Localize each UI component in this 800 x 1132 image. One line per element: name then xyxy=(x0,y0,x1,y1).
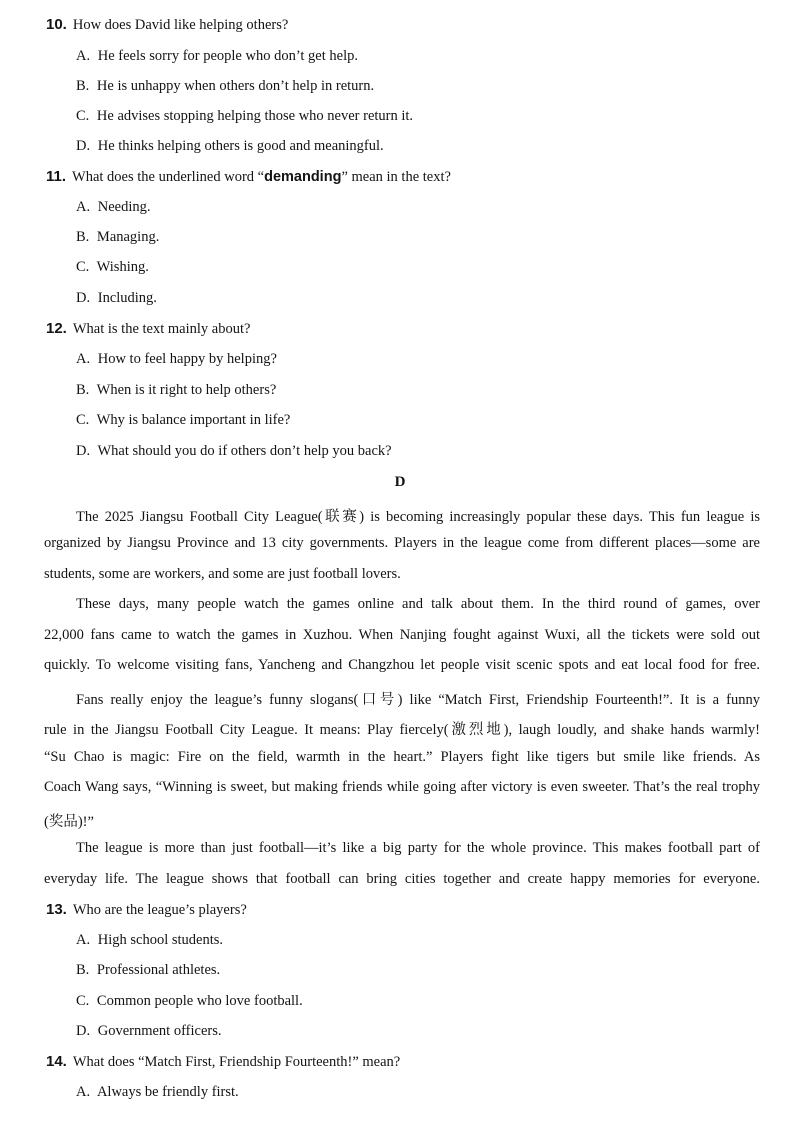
option-13-d: D. Government officers. xyxy=(76,1023,222,1039)
passage-line: These days, many people watch the games online and talk about them. In the third round of games, over xyxy=(76,596,760,612)
question-13 xyxy=(46,901,247,919)
passage-line: quickly. To welcome visiting fans, Yancheng and Changzhou let people visit scenic spots and eat local food for free. xyxy=(44,657,760,673)
passage-line: 22,000 fans came to watch the games in Xuzhou. When Nanjing fought against Wuxi, all the tickets were sold out xyxy=(44,627,760,643)
passage-line: everyday life. The league shows that football can bring cities together and create happy memories for everyone. xyxy=(44,871,760,887)
passage-line: organized by Jiangsu Province and 13 city governments. Players in the league come from different places—some are xyxy=(44,535,760,551)
option-10-d: D. He thinks helping others is good and meaningful. xyxy=(76,138,384,154)
option-14-a: A. Always be friendly first. xyxy=(76,1084,239,1100)
option-11-c: C. Wishing. xyxy=(76,259,149,275)
option-13-c: C. Common people who love football. xyxy=(76,993,303,1009)
question-number: 11. xyxy=(46,168,67,185)
option-12-d: D. What should you do if others don’t help you back? xyxy=(76,443,392,459)
passage-line: “Su Chao is magic: Fire on the field, warmth in the heart.” Players fight like tigers but smile like friends. As xyxy=(44,749,760,765)
question-number: 14. xyxy=(46,1053,67,1070)
question-text: How does David like helping others? xyxy=(72,17,289,33)
question-12 xyxy=(46,320,250,338)
option-13-b: B. Professional athletes. xyxy=(76,962,221,978)
underlined-word: demanding xyxy=(264,169,342,185)
option-10-a: A. He feels sorry for people who don’t get help. xyxy=(76,48,358,64)
question-number: 10. xyxy=(46,16,67,33)
passage-line: Fans really enjoy the league’s funny slogans(口号) like “Match First, Friendship Fourteenth!”. It is a funny xyxy=(76,692,760,708)
passage-line: The league is more than just football—it’s like a big party for the whole province. This makes football part of xyxy=(76,840,760,856)
option-11-b: B. Managing. xyxy=(76,229,160,245)
option-12-c: C. Why is balance important in life? xyxy=(76,412,291,428)
option-10-b: B. He is unhappy when others don’t help in return. xyxy=(76,78,375,94)
option-10-c: C. He advises stopping helping those who never return it. xyxy=(76,108,414,124)
question-number: 13. xyxy=(46,901,67,918)
passage-line: students, some are workers, and some are just football lovers. xyxy=(44,566,401,582)
option-11-d: D. Including. xyxy=(76,290,157,306)
question-number: 12. xyxy=(46,320,67,337)
section-heading: D xyxy=(394,474,406,490)
question-text: What is the text mainly about? xyxy=(72,321,251,337)
option-12-a: A. How to feel happy by helping? xyxy=(76,351,277,367)
option-12-b: B. When is it right to help others? xyxy=(76,382,277,398)
passage-line: (奖品)!” xyxy=(44,814,94,830)
passage-line: Coach Wang says, “Winning is sweet, but making friends while going after victory is even sweeter. That’s the real trophy xyxy=(44,779,760,795)
option-13-a: A. High school students. xyxy=(76,932,223,948)
passage-line: The 2025 Jiangsu Football City League(联赛) is becoming increasingly popular these days. This fun league is xyxy=(76,509,760,525)
passage-line: rule in the Jiangsu Football City League. It means: Play fiercely(激烈地), laugh loudly, and shake hands warmly! xyxy=(44,722,760,738)
question-text: What does “Match First, Friendship Fourteenth!” mean? xyxy=(72,1054,401,1070)
option-11-a: A. Needing. xyxy=(76,199,151,215)
question-11: 11. What does the underlined word “demanding” mean in the text? xyxy=(46,168,451,185)
question-10 xyxy=(46,16,288,34)
question-14 xyxy=(46,1053,400,1071)
question-text: Who are the league’s players? xyxy=(72,902,247,918)
